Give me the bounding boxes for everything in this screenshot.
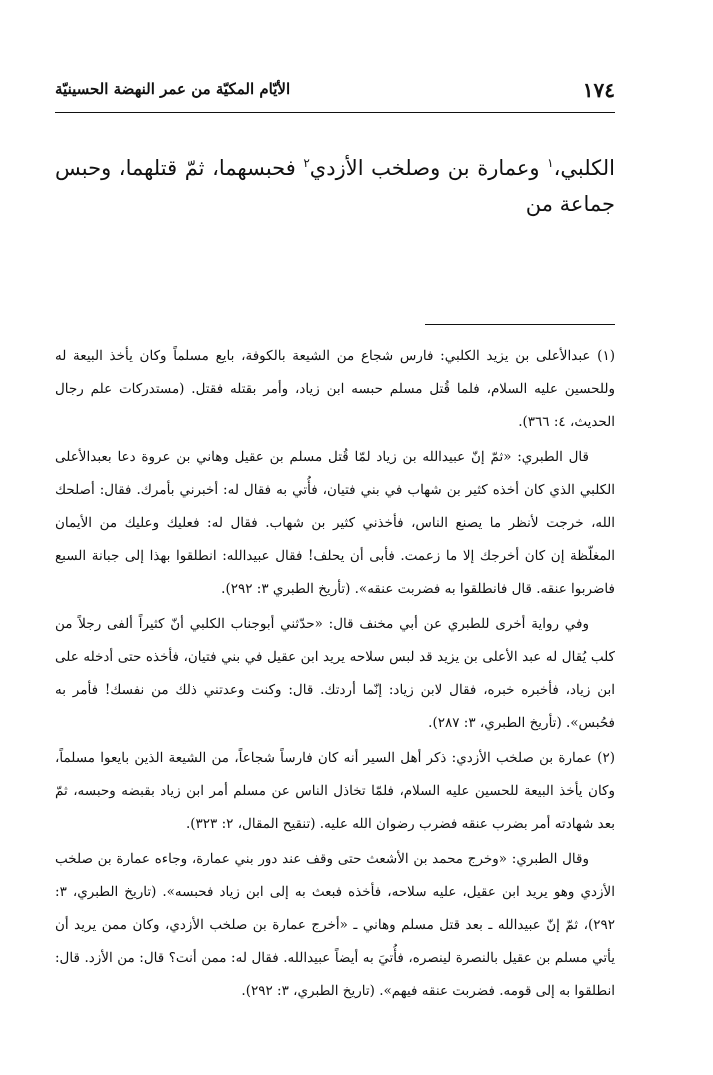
header-rule — [55, 112, 615, 113]
main-text-part: فحبسهما، ثمّ قتلهما، وحبس جماعة من — [55, 156, 615, 216]
main-text-part: وعمارة بن وصلخب الأزدي — [309, 156, 548, 180]
footnote-1: (١) عبدالأعلى بن يزيد الكلبي: فارس شجاع من الشيعة بالكوفة، بايع مسلماً وكان يأخذ البيعة له وللحسين عليه السلام، فلما قُتل مسلم حبسه ابن زياد، وأمر بقتله فقتل. (مستدركات علم رجال الحديث، ٤: ٣٦٦). — [55, 348, 615, 430]
footnote-rule — [425, 324, 615, 325]
footnote-ref-1: ١ — [547, 156, 554, 170]
page-number: ١٧٤ — [582, 78, 615, 102]
main-text-part: الكلبي، — [553, 156, 615, 180]
main-text-line — [55, 150, 615, 222]
footnote-2-quote-tabari: وقال الطبري: «وخرج محمد بن الأشعث حتى وقف عند دور بني عمارة، وجاءه عمارة بن صلخب الأزدي وهو يريد ابن عقيل، عليه سلاحه، فأخذه فبعث به إلى ابن زياد فحبسه». (تاريخ الطبري، ٣: ٢٩٢)، ثمّ إنّ عبيدالله ـ بعد قتل مسلم وهاني ـ «أخرج عمارة بن صلخب الأزدي، وكان ممن يريد أن يأتي مسلم بن عقيل بالنصرة لينصره، فأُتيَ به أيضاً عبيدالله. فقال له: ممن أنت؟ قال: من الأزد. قال: انطلقوا به إلى قومه. فضربت عنقه فيهم». (تاريخ الطبري، ٣: ٢٩٢). — [55, 851, 615, 999]
running-title: الأيّام المكيّة من عمر النهضة الحسينيّة — [55, 80, 291, 98]
footnote-ref-2: ٢ — [303, 156, 310, 170]
footnote-1-quote-tabari: قال الطبري: «ثمّ إنّ عبيدالله بن زياد لمّا قُتل مسلم بن عقيل وهاني بن عروة دعا بعبدالأعلى الكلبي الذي كان أخذه كثير بن شهاب في بني فتيان، فأُتي به فقال له: أخبرني بأمرك. فقال: أصلحك الله، خرجت لأنظر ما يصنع الناس، فأخذني كثير بن شهاب. فقال له: فعليك وعليك من الأيمان المغلّظة إن كان أخرجك إلا ما زعمت. فأبى أن يحلف! فقال عبيدالله: انطلقوا بهذا إلى جبانة السبع فاضربوا عنقه. قال فانطلقوا به فضربت عنقه». (تأريخ الطبري ٣: ٢٩٢). — [55, 449, 615, 597]
footnote-1-quote-abi-mikhnaf: وفي رواية أخرى للطبري عن أبي مخنف قال: «حدّثني أبوجناب الكلبي أنّ كثيراً ألفى رجلاً من كلب يُقال له عبد الأعلى بن يزيد قد لبس سلاحه يريد ابن عقيل في بني فتيان، فأخذه حتى أدخله على ابن زياد، فأخبره خبره، فقال لابن زياد: إنّما أردتك. قال: وكنت وعدتني ذلك من نفسك! فأمر به فحُبس». (تأريخ الطبري، ٣: ٢٨٧). — [55, 616, 615, 731]
page-header — [55, 76, 615, 108]
footnote-2: (٢) عمارة بن صلخب الأزدي: ذكر أهل السير أنه كان فارساً شجاعاً، من الشيعة الذين بايعوا مسلماً، وكان يأخذ البيعة للحسين عليه السلام، فلمّا تخاذل الناس عن مسلم أمر ابن زياد بقبضه وحبسه، ثمّ بعد شهادته أمر بضرب عنقه فضرب رضوان الله عليه. (تنقيح المقال، ٢: ٣٢٣). — [55, 750, 615, 832]
footnotes — [55, 340, 615, 1010]
